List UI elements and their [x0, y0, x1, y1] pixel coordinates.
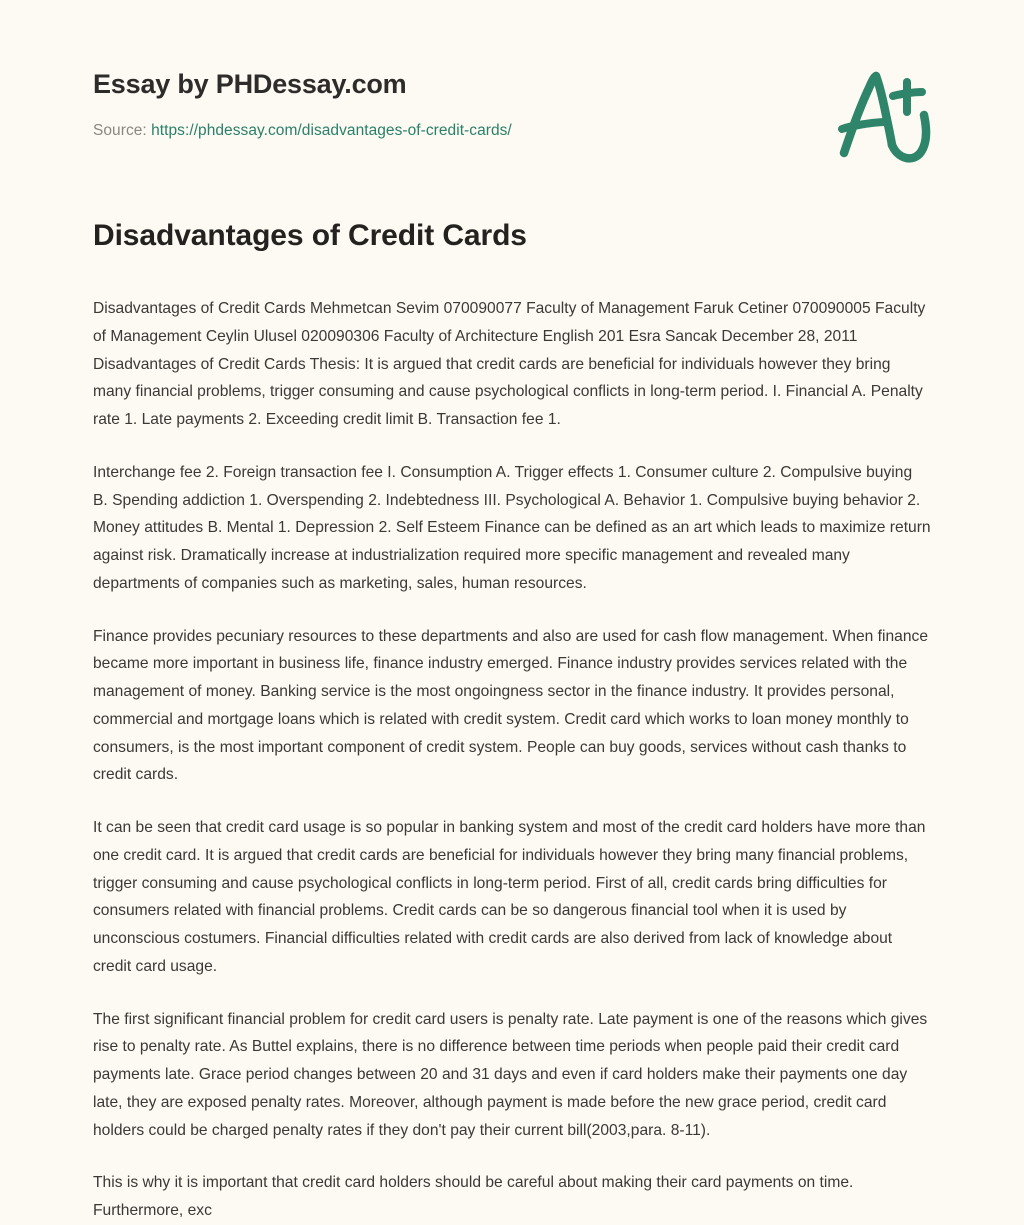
- page-title: Disadvantages of Credit Cards: [93, 218, 527, 252]
- aplus-logo-icon: [803, 52, 943, 172]
- body-paragraph: This is why it is important that credit card holders should be careful about making their card payments on time. Furthermore, exc: [93, 1174, 854, 1220]
- body-paragraph: Interchange fee 2. Foreign transaction fee I. Consumption A. Trigger effects 1. Consumer culture 2. Compulsive buying B. Spending addiction 1. Overspending 2. Indebtedness III. Psychological A. Behavior 1. Compulsive buying behavior 2. Money attitudes B. Mental 1. Depression 2. Self Esteem Finance can be defined as an art which leads to maximize return against risk. Dramatically increase at industrialization required more specific management and revealed many departments of companies such as marketing, sales, human resources.: [93, 463, 931, 592]
- body-paragraph: Finance provides pecuniary resources to these departments and also are used for cash flow management. When finance became more important in business life, finance industry emerged. Finance industry provides services related with the management of money. Banking service is the most ongoingness sector in the finance industry. It provides personal, commercial and mortgage loans which is related with credit system. Credit card which works to loan money monthly to consumers, is the most important component of credit system. People can buy goods, services without cash thanks to credit cards.: [93, 627, 929, 784]
- brand-title: Essay by PHDessay.com: [93, 69, 407, 99]
- body-paragraph: It can be seen that credit card usage is so popular in banking system and most of the credit card holders have more than one credit card. It is argued that credit cards are beneficial for individuals however they bring many financial problems, trigger consuming and cause psychological conflicts in long-term period. First of all, credit cards bring difficulties for consumers related with financial problems. Credit cards can be so dangerous financial tool when it is used by unconscious costumers. Financial difficulties related with credit cards are also derived from lack of knowledge about credit card usage.: [93, 819, 926, 975]
- essay-body: [93, 254, 931, 1225]
- source-label: Source:: [93, 122, 152, 140]
- body-paragraph: Disadvantages of Credit Cards Mehmetcan Sevim 070090077 Faculty of Management Faruk Cetiner 070090005 Faculty of Management Ceylin Ulusel 020090306 Faculty of Architecture English 201 Esra Sancak December 28, 2011 Disadvantages of Credit Cards Thesis: It is argued that credit cards are beneficial for individuals however they bring many financial problems, trigger consuming and cause psychological conflicts in long-term period. I. Financial A. Penalty rate 1. Late payments 2. Exceeding credit limit B. Transaction fee 1.: [93, 300, 926, 429]
- body-paragraph: The first significant financial problem for credit card users is penalty rate. Late payment is one of the reasons which gives rise to penalty rate. As Buttel explains, there is no difference between time periods when people paid their credit card payments late. Grace period changes between 20 and 31 days and even if card holders make their payments one day late, they are exposed penalty rates. Moreover, although payment is made before the new grace period, credit card holders could be charged penalty rates if they don't pay their current bill(2003,para. 8-11).: [93, 1010, 928, 1139]
- page-header: [93, 0, 931, 142]
- source-link[interactable]: https://phdessay.com/disadvantages-of-credit-cards/: [151, 122, 512, 140]
